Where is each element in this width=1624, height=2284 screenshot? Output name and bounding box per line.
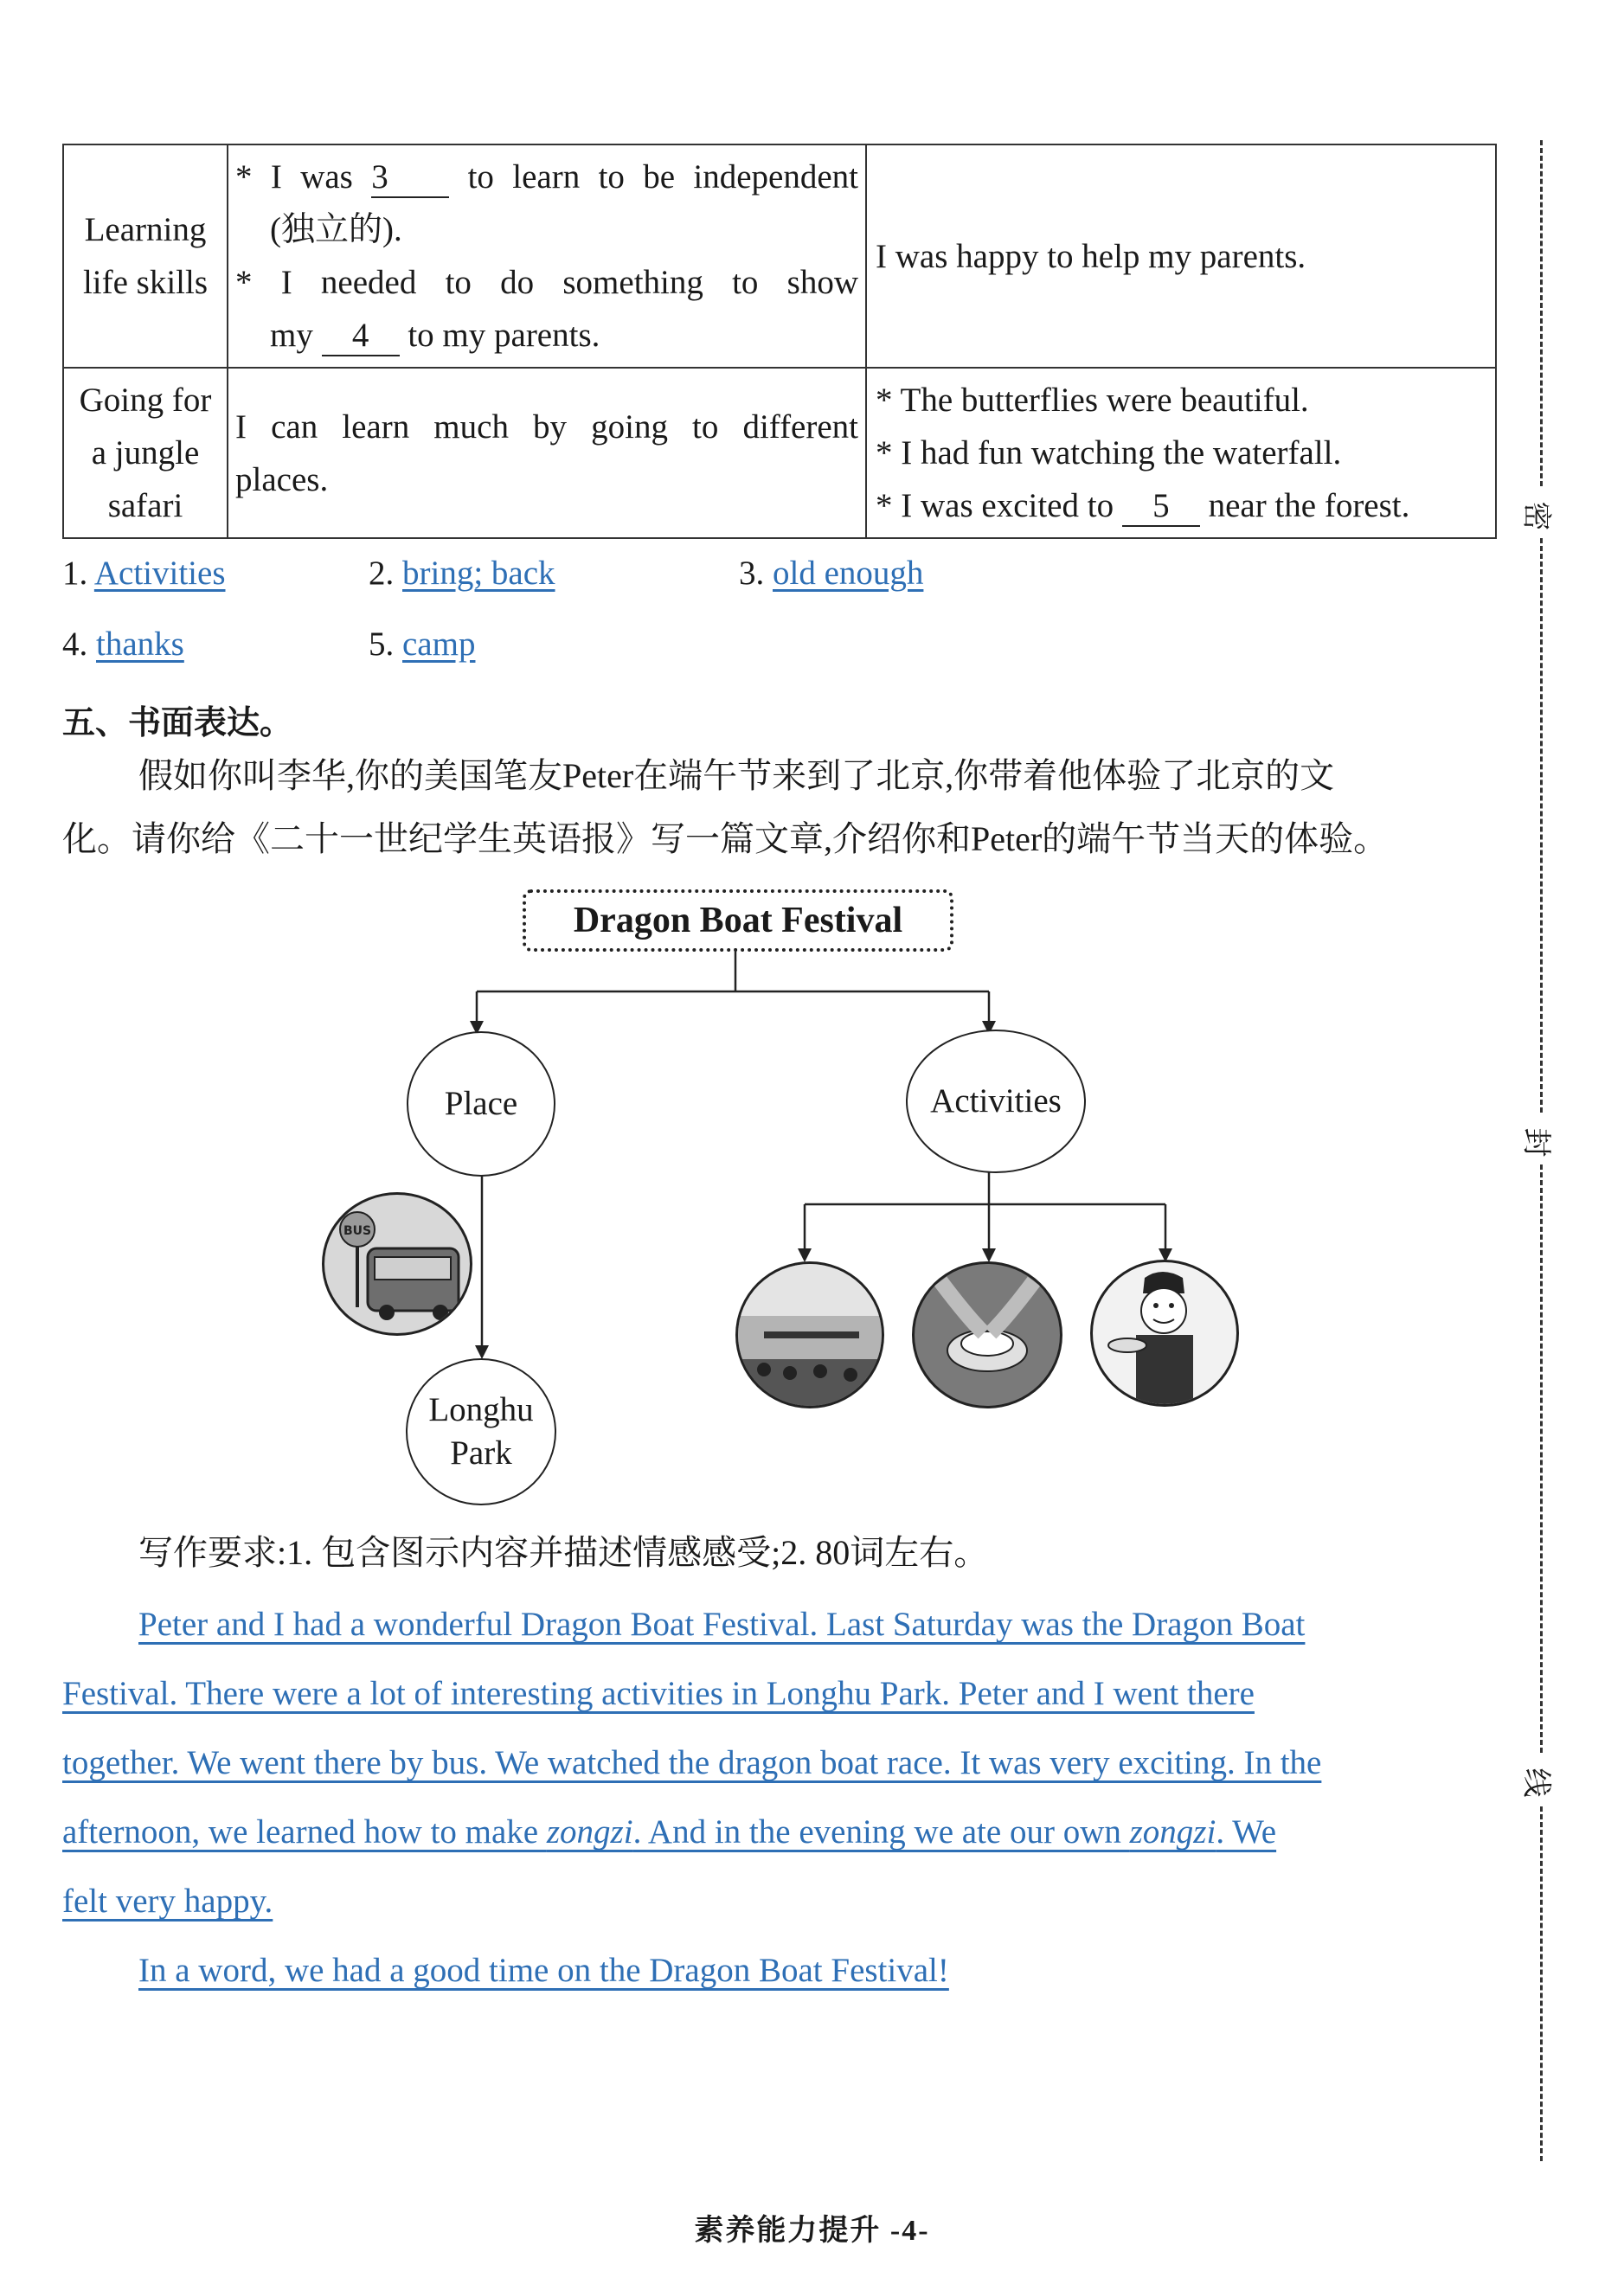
blank-5: 5 <box>1122 487 1200 527</box>
essay-paragraph-2: In a word, we had a good time on the Dragon Boat Festival! <box>138 1952 949 1989</box>
longhu-park-node <box>406 1358 556 1505</box>
thought-line: places. <box>235 460 329 498</box>
blank-3: 3 <box>371 158 449 198</box>
bus-sign-text: BUS <box>343 1224 372 1238</box>
cut-line <box>1540 538 1543 1113</box>
thought-line: I can learn much by going to different <box>235 407 858 446</box>
topic-line: Learning <box>84 211 207 248</box>
topic-line: a jungle <box>91 434 200 472</box>
margin-mark-feng: 封 <box>1518 1127 1554 1158</box>
feeling-line: * The butterflies were beautiful. <box>876 382 1309 419</box>
cut-line <box>1540 1164 1543 1753</box>
feeling-line: * I was excited to 5 near the forest. <box>876 479 1486 532</box>
writing-requirements: 写作要求:1. 包含图示内容并描述情感感受;2. 80词左右。 <box>138 1533 989 1572</box>
margin-mark-xian: 线 <box>1518 1768 1554 1798</box>
cut-line <box>1540 1806 1543 2161</box>
place-node <box>407 1031 555 1177</box>
activities-label: Activities <box>930 1082 1062 1120</box>
answer-2: 2. bring; back <box>369 555 555 592</box>
answer-1: 1. Activities <box>62 555 226 592</box>
margin-mark-mi: 密 <box>1518 501 1554 531</box>
answer-4: 4. thanks <box>62 626 184 663</box>
thought-line: * I needed to do something to show <box>235 264 858 301</box>
essay-line-2: Festival. There were a lot of interesting activities in Longhu Park. Peter and I went there <box>62 1675 1255 1712</box>
zongzi-picture <box>912 1261 1062 1408</box>
thought-line: * I was 3 to learn to be independent <box>235 151 858 203</box>
topic-line: Going for <box>79 382 212 419</box>
topic-line: life skills <box>82 264 209 301</box>
diagram-title: Dragon Boat Festival <box>523 889 953 952</box>
cut-line <box>1540 140 1543 486</box>
thought-line: my 4 to my parents. <box>235 309 858 362</box>
feeling-line: I was happy to help my parents. <box>876 237 1306 275</box>
topic-line: safari <box>107 487 183 524</box>
essay-line-3: together. We went there by bus. We watched the dragon boat race. It was very exciting. In the <box>62 1744 1322 1781</box>
eating-zongzi-picture <box>1090 1260 1239 1407</box>
essay-line-5: felt very happy. <box>62 1883 273 1920</box>
section-heading: 五、书面表达。 <box>62 703 293 741</box>
prompt-line-2: 化。请你给《二十一世纪学生英语报》写一篇文章,介绍你和Peter的端午节当天的体验。 <box>62 819 1389 858</box>
essay-line-1: Peter and I had a wonderful Dragon Boat Festival. Last Saturday was the Dragon Boat <box>138 1606 1306 1643</box>
place-label: Place <box>444 1085 518 1122</box>
page-footer: 素养能力提升 -4- <box>694 2215 930 2247</box>
dragon-boat-race-picture <box>735 1261 884 1408</box>
longhu-park-label: Longhu Park <box>428 1391 534 1472</box>
answer-5: 5. camp <box>369 626 476 663</box>
activities-node <box>906 1030 1086 1173</box>
thought-line: (独立的). <box>270 211 402 248</box>
bus-picture <box>322 1192 472 1336</box>
feeling-line: * I had fun watching the waterfall. <box>876 434 1342 472</box>
prompt-line-1: 假如你叫李华,你的美国笔友Peter在端午节来到了北京,你带着他体验了北京的文 <box>138 756 1335 795</box>
answer-3: 3. old enough <box>739 555 924 592</box>
essay-line-4: afternoon, we learned how to make zongzi. And in the evening we ate our own zongzi. We <box>62 1813 1277 1851</box>
blank-4: 4 <box>322 317 400 356</box>
